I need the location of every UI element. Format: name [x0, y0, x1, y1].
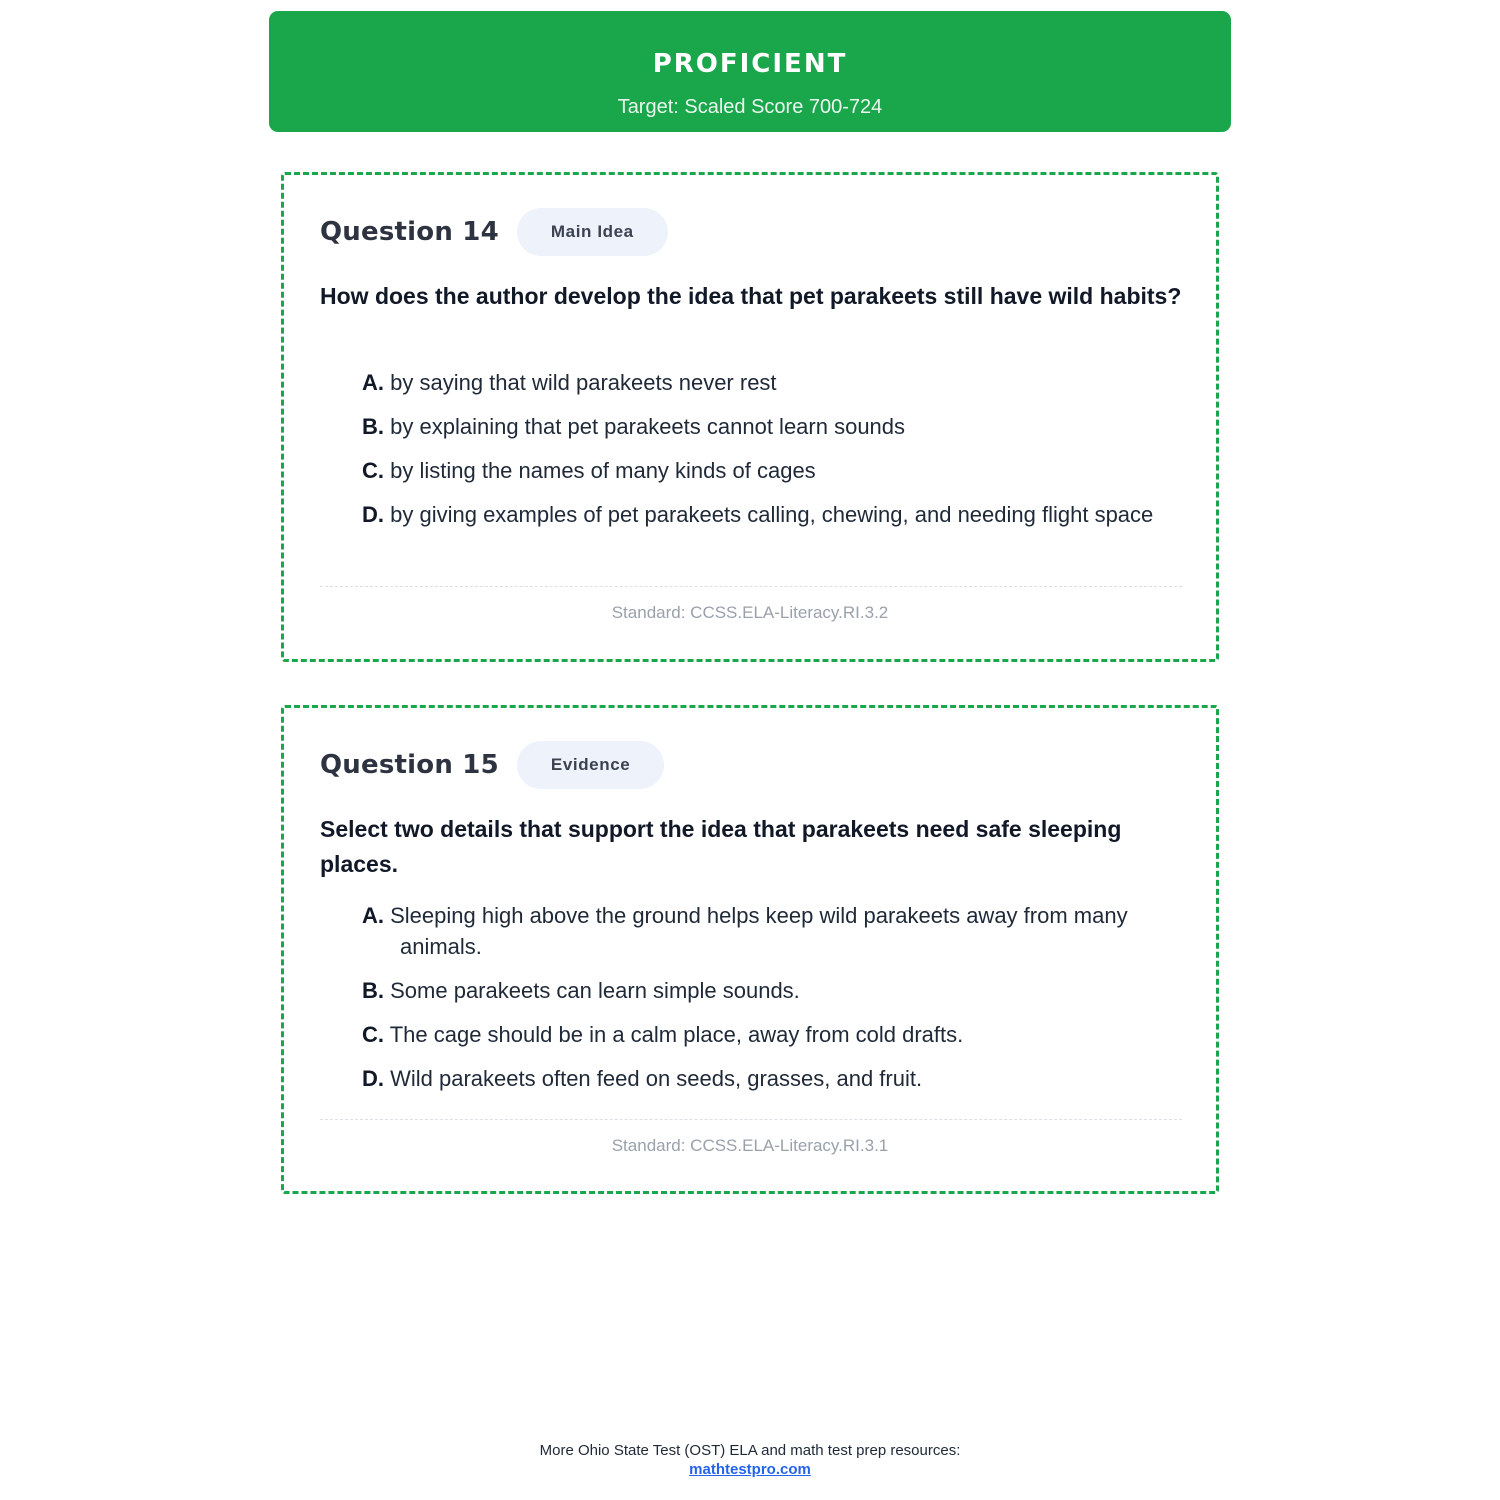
- option-letter: C.: [362, 1022, 384, 1047]
- question-number: Question 14: [320, 217, 499, 247]
- answer-options: [362, 900, 1182, 1107]
- question-card-14: [281, 172, 1219, 662]
- option-letter: C.: [362, 458, 384, 483]
- level-banner: [269, 11, 1231, 132]
- option-letter: A.: [362, 903, 384, 928]
- question-card-15: [281, 705, 1219, 1194]
- question-header: [320, 207, 668, 257]
- footer-text: More Ohio State Test (OST) ELA and math test prep resources:: [539, 1442, 961, 1459]
- question-number: Question 15: [320, 750, 499, 780]
- option-text: Sleeping high above the ground helps keep wild parakeets away from many animals.: [390, 903, 1128, 959]
- answer-option-d[interactable]: [362, 499, 1182, 530]
- question-header: [320, 740, 664, 790]
- divider: [320, 1119, 1182, 1120]
- question-prompt: How does the author develop the idea that pet parakeets still have wild habits?: [320, 283, 1182, 309]
- answer-option-c[interactable]: [362, 455, 1182, 486]
- answer-option-c[interactable]: [362, 1019, 1182, 1050]
- option-text: by explaining that pet parakeets cannot learn sounds: [390, 414, 906, 439]
- standard-label: Standard: CCSS.ELA-Literacy.RI.3.2: [611, 603, 889, 622]
- option-text: by giving examples of pet parakeets calling, chewing, and needing flight space: [390, 502, 1154, 527]
- option-text: Wild parakeets often feed on seeds, grasses, and fruit.: [390, 1066, 923, 1091]
- divider: [320, 586, 1182, 587]
- option-text: The cage should be in a calm place, away from cold drafts.: [389, 1022, 964, 1047]
- answer-option-a[interactable]: [362, 367, 1182, 398]
- standard-label: Standard: CCSS.ELA-Literacy.RI.3.1: [611, 1136, 889, 1155]
- option-text: Some parakeets can learn simple sounds.: [390, 978, 800, 1003]
- option-letter: A.: [362, 370, 384, 395]
- banner-subtitle: Target: Scaled Score 700-724: [617, 96, 883, 118]
- banner-title: PROFICIENT: [652, 49, 848, 79]
- question-tag: Evidence: [517, 741, 664, 789]
- footer: [0, 1441, 1500, 1479]
- answer-option-d[interactable]: [362, 1063, 1182, 1094]
- footer-link[interactable]: mathtestpro.com: [689, 1461, 811, 1478]
- option-text: by saying that wild parakeets never rest: [390, 370, 777, 395]
- answer-option-b[interactable]: [362, 411, 1182, 442]
- question-prompt: Select two details that support the idea that parakeets need safe sleeping places.: [320, 816, 1122, 877]
- option-letter: D.: [362, 1066, 384, 1091]
- question-tag: Main Idea: [517, 208, 668, 256]
- answer-options: [362, 367, 1182, 543]
- option-letter: D.: [362, 502, 384, 527]
- answer-option-b[interactable]: [362, 975, 1182, 1006]
- option-letter: B.: [362, 414, 384, 439]
- option-letter: B.: [362, 978, 384, 1003]
- answer-option-a[interactable]: [362, 900, 1182, 962]
- option-text: by listing the names of many kinds of cages: [390, 458, 816, 483]
